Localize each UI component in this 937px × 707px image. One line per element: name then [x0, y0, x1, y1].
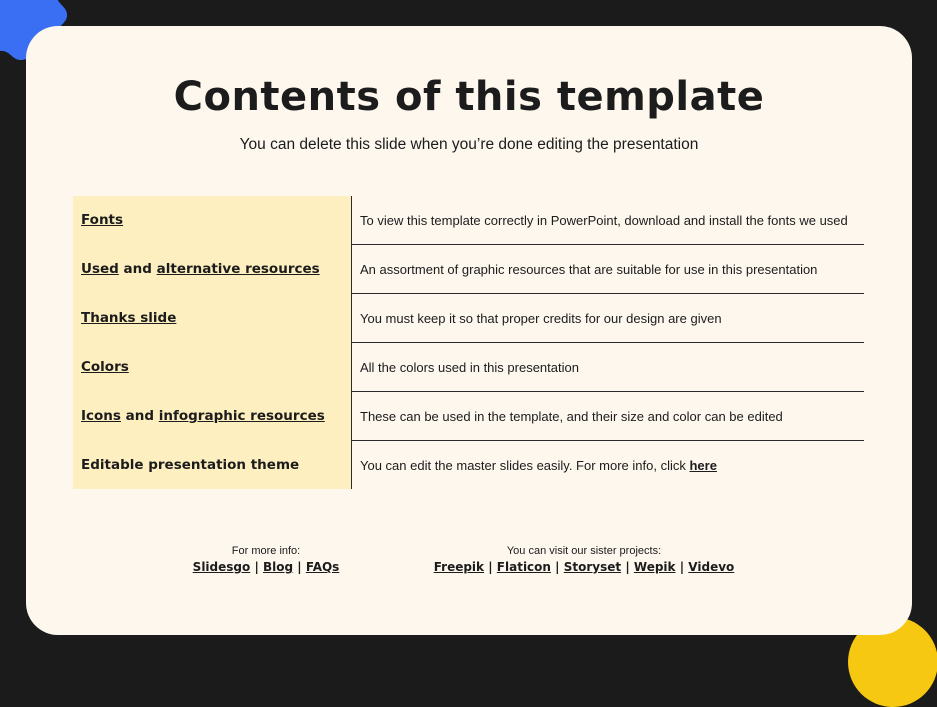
table-row — [73, 392, 864, 441]
fonts-link[interactable]: Fonts — [81, 212, 124, 228]
footer-links — [176, 560, 356, 574]
videvo-link[interactable]: Videvo — [688, 560, 735, 574]
editable-theme-label: Editable presentation theme — [81, 457, 300, 473]
row-label — [73, 441, 352, 490]
separator: | — [679, 560, 685, 574]
row-label — [73, 245, 352, 294]
thanks-slide-link[interactable]: Thanks slide — [81, 310, 177, 326]
footer-caption: For more info: — [231, 545, 301, 557]
separator: | — [297, 560, 302, 574]
table-row — [73, 441, 864, 490]
here-link[interactable]: here — [689, 457, 717, 473]
row-description: These can be used in the template, and their size and color can be edited — [352, 392, 865, 441]
alternative-resources-link[interactable]: alternative resources — [156, 261, 320, 277]
page-title: Contents of this template — [173, 74, 765, 120]
used-resources-link[interactable]: Used — [81, 261, 119, 277]
colors-link[interactable]: Colors — [81, 359, 129, 375]
infographic-resources-link[interactable]: infographic resources — [158, 408, 325, 424]
row-description: All the colors used in this presentation — [352, 343, 865, 392]
table-row — [73, 343, 864, 392]
footer-links — [414, 560, 754, 574]
row-description: An assortment of graphic resources that are suitable for use in this presentation — [352, 245, 865, 294]
row-description: To view this template correctly in PowerPoint, download and install the fonts we used — [360, 212, 848, 228]
page-subtitle: You can delete this slide when you’re done editing the presentation — [239, 136, 699, 153]
faqs-link[interactable]: FAQs — [305, 560, 340, 574]
row-description: You must keep it so that proper credits for our design are given — [352, 294, 865, 343]
row-description — [352, 441, 865, 490]
separator: | — [488, 560, 493, 574]
footer-sister-projects — [414, 545, 754, 574]
separator: | — [254, 560, 259, 574]
description-text: You can edit the master slides easily. For more info, click — [360, 457, 690, 473]
blog-link[interactable]: Blog — [263, 560, 294, 574]
freepik-link[interactable]: Freepik — [433, 560, 485, 574]
contents-table — [73, 196, 864, 489]
table-row — [73, 245, 864, 294]
slide-card — [26, 26, 912, 635]
slidesgo-link[interactable]: Slidesgo — [192, 560, 251, 574]
label-connector: and — [118, 261, 157, 277]
footer-caption: You can visit our sister projects: — [506, 545, 662, 557]
footer-more-info — [176, 545, 356, 574]
row-label — [73, 294, 352, 343]
flaticon-link[interactable]: Flaticon — [496, 560, 551, 574]
storyset-link[interactable]: Storyset — [563, 560, 622, 574]
separator: | — [625, 560, 630, 574]
wepik-link[interactable]: Wepik — [633, 560, 676, 574]
label-connector: and — [120, 408, 159, 424]
row-label — [73, 196, 352, 245]
table-row — [73, 196, 864, 245]
row-label — [73, 392, 352, 441]
row-label — [73, 343, 352, 392]
table-row — [73, 294, 864, 343]
icons-link[interactable]: Icons — [81, 408, 121, 424]
separator: | — [555, 560, 560, 574]
